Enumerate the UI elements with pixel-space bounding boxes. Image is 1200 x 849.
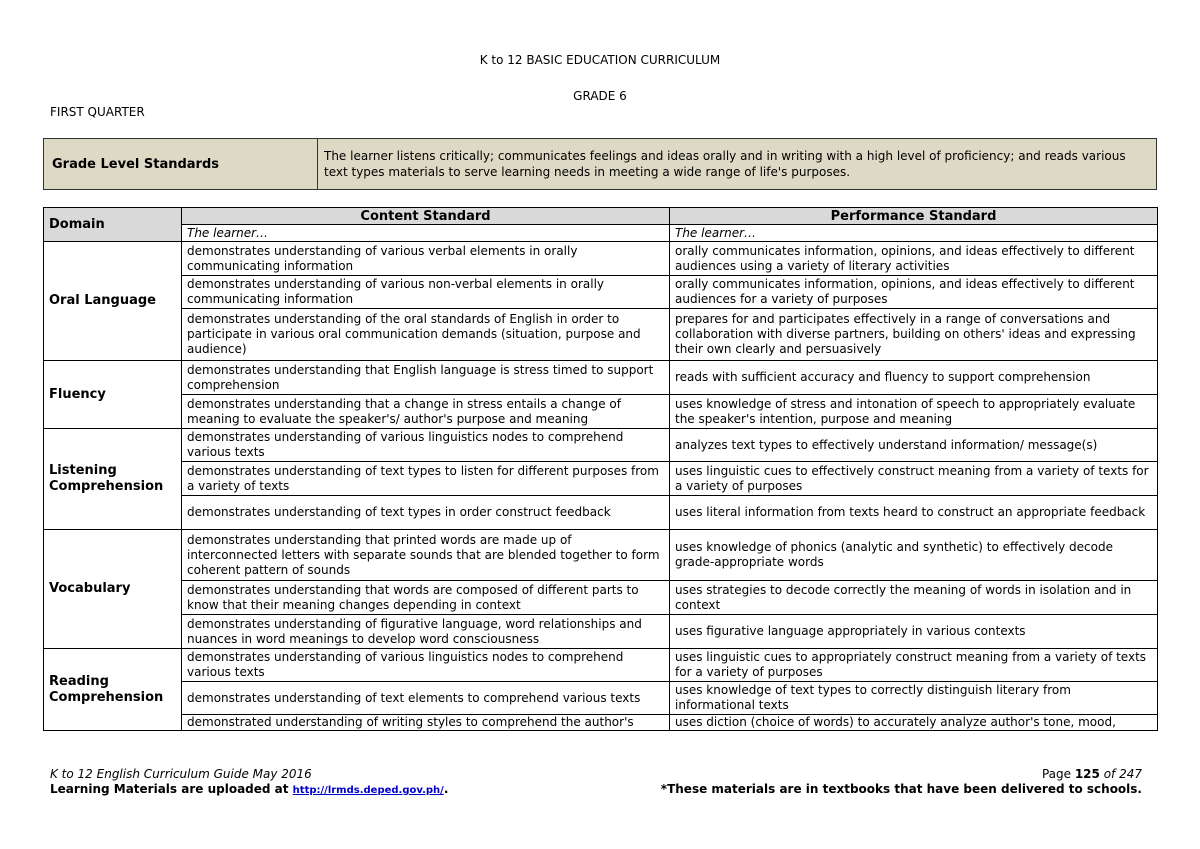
performance-cell: uses linguistic cues to appropriately construct meaning from a variety of texts for a variety of purposes [670, 649, 1158, 682]
grade-level-standards-text: The learner listens critically; communicates feelings and ideas orally and in writing with a high level of proficiency; and reads various text types materials to serve learning needs in meeting a wide range of life's purposes. [318, 139, 1157, 190]
domain-fluency: Fluency [44, 361, 182, 429]
table-row [44, 429, 1158, 462]
performance-cell: uses knowledge of stress and intonation of speech to appropriately evaluate the speaker's intention, purpose and meaning [670, 395, 1158, 429]
table-row [44, 649, 1158, 682]
content-cell: demonstrates understanding of various linguistics nodes to comprehend various texts [182, 429, 670, 462]
performance-cell: orally communicates information, opinions, and ideas effectively to different audiences for a variety of purposes [670, 276, 1158, 309]
table-row [44, 682, 1158, 715]
page-number: 125 [1074, 767, 1100, 781]
performance-cell: uses literal information from texts heard to construct an appropriate feedback [670, 496, 1158, 530]
table-row [44, 530, 1158, 581]
domain-listening-comprehension: Listening Comprehension [44, 429, 182, 530]
performance-cell: reads with sufficient accuracy and fluency to support comprehension [670, 361, 1158, 395]
performance-standard-header: Performance Standard [670, 208, 1158, 225]
upload-note [50, 782, 448, 796]
table-row [44, 715, 1158, 731]
performance-cell: prepares for and participates effectively in a range of conversations and collaboration with diverse partners, building on others' ideas and expressing their own clearly and persuasively [670, 309, 1158, 361]
lrmds-link[interactable]: http://lrmds.deped.gov.ph/ [292, 785, 444, 796]
content-cell: demonstrates understanding of text elements to comprehend various texts [182, 682, 670, 715]
table-row [44, 615, 1158, 649]
content-cell: demonstrates understanding of text types in order construct feedback [182, 496, 670, 530]
performance-cell: orally communicates information, opinions, and ideas effectively to different audiences using a variety of literary activities [670, 242, 1158, 276]
curriculum-title: K to 12 BASIC EDUCATION CURRICULUM [479, 53, 721, 67]
table-row [44, 395, 1158, 429]
table-row [44, 242, 1158, 276]
grade-title: GRADE 6 [573, 89, 627, 103]
content-cell: demonstrates understanding of text types to listen for different purposes from a variety of texts [182, 462, 670, 496]
content-learner-prefix: The learner… [182, 225, 670, 242]
curriculum-table [43, 207, 1158, 731]
content-cell: demonstrates understanding of various verbal elements in orally communicating information [182, 242, 670, 276]
page-prefix: Page [1041, 767, 1075, 781]
table-row [44, 361, 1158, 395]
content-cell: demonstrates understanding of the oral standards of English in order to participate in various oral communication demands (situation, purpose and audience) [182, 309, 670, 361]
page-indicator [1042, 767, 1142, 781]
content-cell: demonstrated understanding of writing styles to comprehend the author's [182, 715, 670, 731]
quarter-label: FIRST QUARTER [50, 105, 145, 119]
performance-cell: uses diction (choice of words) to accurately analyze author's tone, mood, [670, 715, 1158, 731]
performance-learner-prefix: The learner… [670, 225, 1158, 242]
table-row [44, 462, 1158, 496]
domain-header: Domain [44, 208, 182, 242]
page-total: of 247 [1099, 767, 1142, 781]
domain-oral-language: Oral Language [44, 242, 182, 361]
performance-cell: uses linguistic cues to effectively construct meaning from a variety of texts for a variety of purposes [670, 462, 1158, 496]
grade-level-standards-box [43, 138, 1157, 190]
content-cell: demonstrates understanding that a change in stress entails a change of meaning to evaluate the speaker's/ author's purpose and meaning [182, 395, 670, 429]
content-cell: demonstrates understanding of various non-verbal elements in orally communicating information [182, 276, 670, 309]
table-row [44, 496, 1158, 530]
upload-note-suffix: . [443, 782, 449, 796]
performance-cell: uses knowledge of text types to correctly distinguish literary from informational texts [670, 682, 1158, 715]
performance-cell: uses knowledge of phonics (analytic and synthetic) to effectively decode grade-appropriate words [670, 530, 1158, 581]
performance-cell: analyzes text types to effectively understand information/ message(s) [670, 429, 1158, 462]
content-cell: demonstrates understanding that words are composed of different parts to know that their meaning changes depending in context [182, 581, 670, 615]
curriculum-guide-note: K to 12 English Curriculum Guide May 2016 [50, 767, 312, 781]
performance-cell: uses figurative language appropriately in various contexts [670, 615, 1158, 649]
domain-vocabulary: Vocabulary [44, 530, 182, 649]
content-cell: demonstrates understanding of figurative language, word relationships and nuances in word meanings to develop word consciousness [182, 615, 670, 649]
domain-reading-comprehension: Reading Comprehension [44, 649, 182, 731]
textbook-note: *These materials are in textbooks that have been delivered to schools. [660, 782, 1142, 796]
performance-cell: uses strategies to decode correctly the meaning of words in isolation and in context [670, 581, 1158, 615]
content-standard-header: Content Standard [182, 208, 670, 225]
content-cell: demonstrates understanding that printed words are made up of interconnected letters with separate sounds that are blended together to form coherent pattern of sounds [182, 530, 670, 581]
content-cell: demonstrates understanding of various linguistics nodes to comprehend various texts [182, 649, 670, 682]
content-cell: demonstrates understanding that English language is stress timed to support comprehension [182, 361, 670, 395]
grade-level-standards-label: Grade Level Standards [44, 139, 318, 190]
table-row [44, 276, 1158, 309]
table-row [44, 581, 1158, 615]
table-row [44, 309, 1158, 361]
upload-note-prefix: Learning Materials are uploaded at [50, 782, 293, 796]
